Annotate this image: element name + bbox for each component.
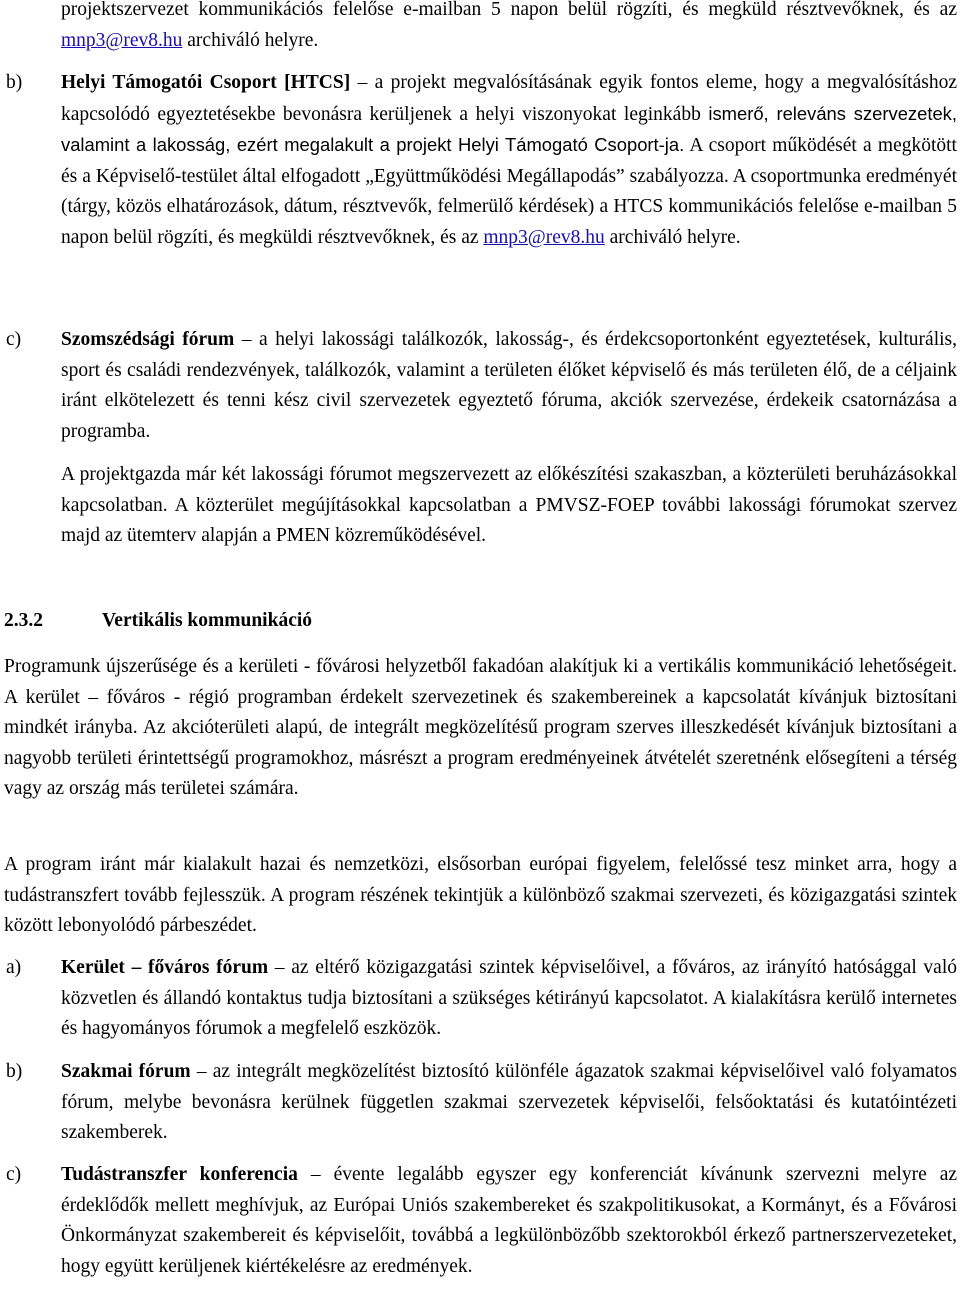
forum-note <box>61 460 957 552</box>
email-link[interactable]: mnp3@rev8.hu <box>61 29 183 51</box>
item-letter: b) <box>6 1061 23 1082</box>
intro-paragraph <box>61 0 957 56</box>
item-title: Helyi Támogatói Csoport [HTCS] <box>61 72 351 93</box>
item-text: az integrált megközelítést biztosító különféle ágazatok szakmai képviselőivel való folyamatos fórum, melybe bevonásra kerülnek független szakmai szervezetek képviselői, felsőoktatási és kutatóintézeti szakemberek. <box>61 1061 958 1143</box>
item-letter: b) <box>6 72 23 93</box>
item-dash: – <box>190 1061 213 1082</box>
list-item-htcs <box>0 68 957 253</box>
list-item-tudastranszfer <box>0 1160 957 1282</box>
item-dash: – <box>234 329 260 350</box>
section-heading <box>4 606 312 637</box>
item-title: Szomszédsági fórum <box>61 329 235 350</box>
item-text-b: ismerő, releváns szervezetek, valamint a lakosság, ezért megalakult a projekt Helyi Támogató Csoport-ja. <box>61 102 957 155</box>
section-title: Vertikális kommunikáció <box>102 610 313 631</box>
item-text-d: archiváló helyre. <box>604 226 741 248</box>
item-text: a helyi lakossági találkozók, lakosság-, és érdekcsoportonként egyeztetések, kulturális, sport és családi rendezvények, találkozók, valamint a területen élőket képviselő és más területen élő, de a céljaink iránt elkötelezett és tenni kész civil szervezetek egyeztető fóruma, akciók szervezése, érdekeik csatornázása a programba. <box>61 329 958 442</box>
item-text: az eltérő közigazgatási szintek képviselőivel, a főváros, az irányító hatósággal való közvetlen és állandó kontaktus tudja biztosítani a szükséges kétirányú kapcsolatot. A kialakításra kerülő internetes és hagyományos fórumok a megfelelő eszközök. <box>61 957 957 1039</box>
list-item-szakmai-forum <box>0 1057 957 1149</box>
body-paragraph-2 <box>4 850 957 942</box>
intro-text-1: projektszervezet kommunikációs felelőse e-mailban 5 napon belül rögzíti, és megküld résztvevőknek, és az <box>61 0 957 20</box>
item-text-c: A csoport működését a megkötött és a Képviselő-testület által elfogadott „Együttműködési Megállapodás” szabályozza. A csoportmunka eredményét (tárgy, közös elhatározások, dátum, résztvevők, felmerülő kérdések) a HTCS kommunikációs felelőse e-mailban 5 napon belül rögzíti, és megküldi résztvevőknek, és az <box>61 135 957 248</box>
forum-note-text: A projektgazda már két lakossági fórumot megszervezett az előkészítési szakaszban, a közterületi beruházásokkal kapcsolatban. A közterület megújításokkal kapcsolatban a PMVSZ-FOEP további lakossági fórumokat szervez majd az ütemterv alapján a PMEN közreműködésével. <box>61 464 957 546</box>
intro-text-2: archiváló helyre. <box>182 29 319 51</box>
item-dash: – <box>268 957 292 978</box>
item-title: Szakmai fórum <box>61 1061 191 1082</box>
item-dash: – <box>297 1164 334 1185</box>
email-link[interactable]: mnp3@rev8.hu <box>483 226 605 248</box>
body-paragraph-1 <box>4 652 957 805</box>
item-text-a: a projekt megvalósításának egyik fontos eleme, hogy a megvalósításhoz kapcsolódó egyeztetésekbe bevonásra kerüljenek a helyi viszonyokat leginkább <box>61 72 957 125</box>
item-text: évente legalább egyszer egy konferenciát kívánunk szervezni melyre az érdeklődők mellett meghívjuk, az Európai Uniós szakembereket és szakpolitikusokat, a Kormányt, és a Fővárosi Önkormányzat szakembereit és képviselőit, továbbá a legkülönbözőbb szektorokból érkező partnerszervezeteket, hogy együtt kerüljenek kiértékelésre az eredmények. <box>61 1164 957 1277</box>
list-item-szomszedsagi-forum <box>0 325 957 447</box>
paragraph-text: Programunk újszerűsége és a kerületi - fővárosi helyzetből fakadóan alakítjuk ki a vertikális kommunikáció lehetőségeit. A kerület – főváros - régió programban érdekelt szervezetinek és szakembereinek a kapcsolatát kívánjuk biztosítani mindkét irányba. Az akcióterületi alapú, de integrált megközelítésű program szerves illeszkedését kívánjuk biztosítani a nagyobb területi érintettségű programokhoz, másrészt a program eredményeinek átvételét szeretnénk elősegíteni a térség vagy az ország más területei számára. <box>4 656 957 799</box>
list-item-kerulet-forum <box>0 953 957 1045</box>
item-dash: – <box>350 72 375 93</box>
item-letter: c) <box>6 329 22 350</box>
section-number: 2.3.2 <box>4 610 43 631</box>
item-title: Kerület – főváros fórum <box>61 957 269 978</box>
item-letter: a) <box>6 957 22 978</box>
item-letter: c) <box>6 1164 22 1185</box>
paragraph-text: A program iránt már kialakult hazai és nemzetközi, elsősorban európai figyelem, felelőssé tesz minket arra, hogy a tudástranszfert tovább fejlesszük. A program részének tekintjük a különböző szakmai szervezeti, és közigazgatási szintek között lebonyolódó párbeszédet. <box>4 854 957 936</box>
item-title: Tudástranszfer konferencia <box>61 1164 298 1185</box>
